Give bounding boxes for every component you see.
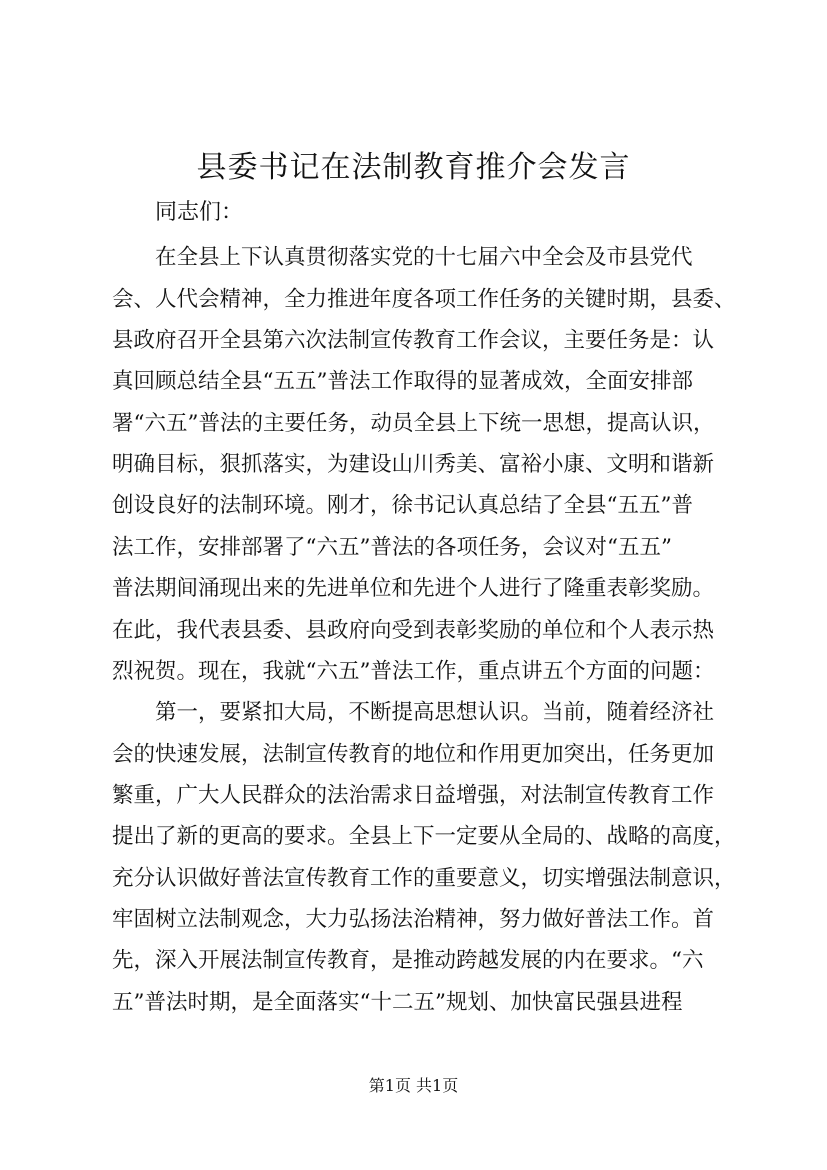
body-line: 在全县上下认真贯彻落实党的十七届六中全会及市县党代 — [155, 245, 693, 270]
body-line: 署“六五”普法的主要任务，动员全县上下统一思想，提高认识， — [112, 411, 715, 436]
page-footer: 第1页 共1页 — [368, 1076, 459, 1095]
body-line: 五”普法时期，是全面落实“十二五”规划、加快富民强县进程 — [112, 990, 683, 1015]
body-line: 真回顾总结全县“五五”普法工作取得的显著成效，全面安排部 — [112, 369, 693, 394]
body-line: 在此，我代表县委、县政府向受到表彰奖励的单位和个人表示热 — [112, 618, 715, 643]
body-line: 会的快速发展，法制宣传教育的地位和作用更加突出，任务更加 — [112, 742, 715, 767]
body-line: 普法期间涌现出来的先进单位和先进个人进行了隆重表彰奖励。 — [112, 576, 715, 601]
body-line: 法工作，安排部署了“六五”普法的各项任务，会议对“五五” — [112, 535, 672, 560]
body-line: 县政府召开全县第六次法制宣传教育工作会议，主要任务是：认 — [112, 328, 715, 353]
body-line: 先，深入开展法制宣传教育，是推动跨越发展的内在要求。“六 — [112, 948, 704, 973]
body-line: 提出了新的更高的要求。全县上下一定要从全局的、战略的高度， — [112, 824, 736, 849]
body-line: 牢固树立法制观念，大力弘扬法治精神，努力做好普法工作。首 — [112, 907, 715, 932]
body-line: 繁重，广大人民群众的法治需求日益增强，对法制宣传教育工作 — [112, 783, 715, 808]
body-line: 明确目标，狠抓落实，为建设山川秀美、富裕小康、文明和谐新 — [112, 452, 715, 477]
body-line: 会、人代会精神，全力推进年度各项工作任务的关键时期，县委、 — [112, 287, 736, 312]
document-title: 县委书记在法制教育推介会发言 — [196, 150, 631, 185]
body-line: 第一，要紧扣大局，不断提高思想认识。当前，随着经济社 — [155, 700, 715, 725]
body-line: 创设良好的法制环境。刚才，徐书记认真总结了全县“五五”普 — [112, 493, 693, 518]
body-line: 充分认识做好普法宣传教育工作的重要意义，切实增强法制意识， — [112, 866, 736, 891]
body-line: 烈祝贺。现在，我就“六五”普法工作，重点讲五个方面的问题： — [112, 659, 715, 684]
salutation: 同志们： — [155, 200, 244, 225]
